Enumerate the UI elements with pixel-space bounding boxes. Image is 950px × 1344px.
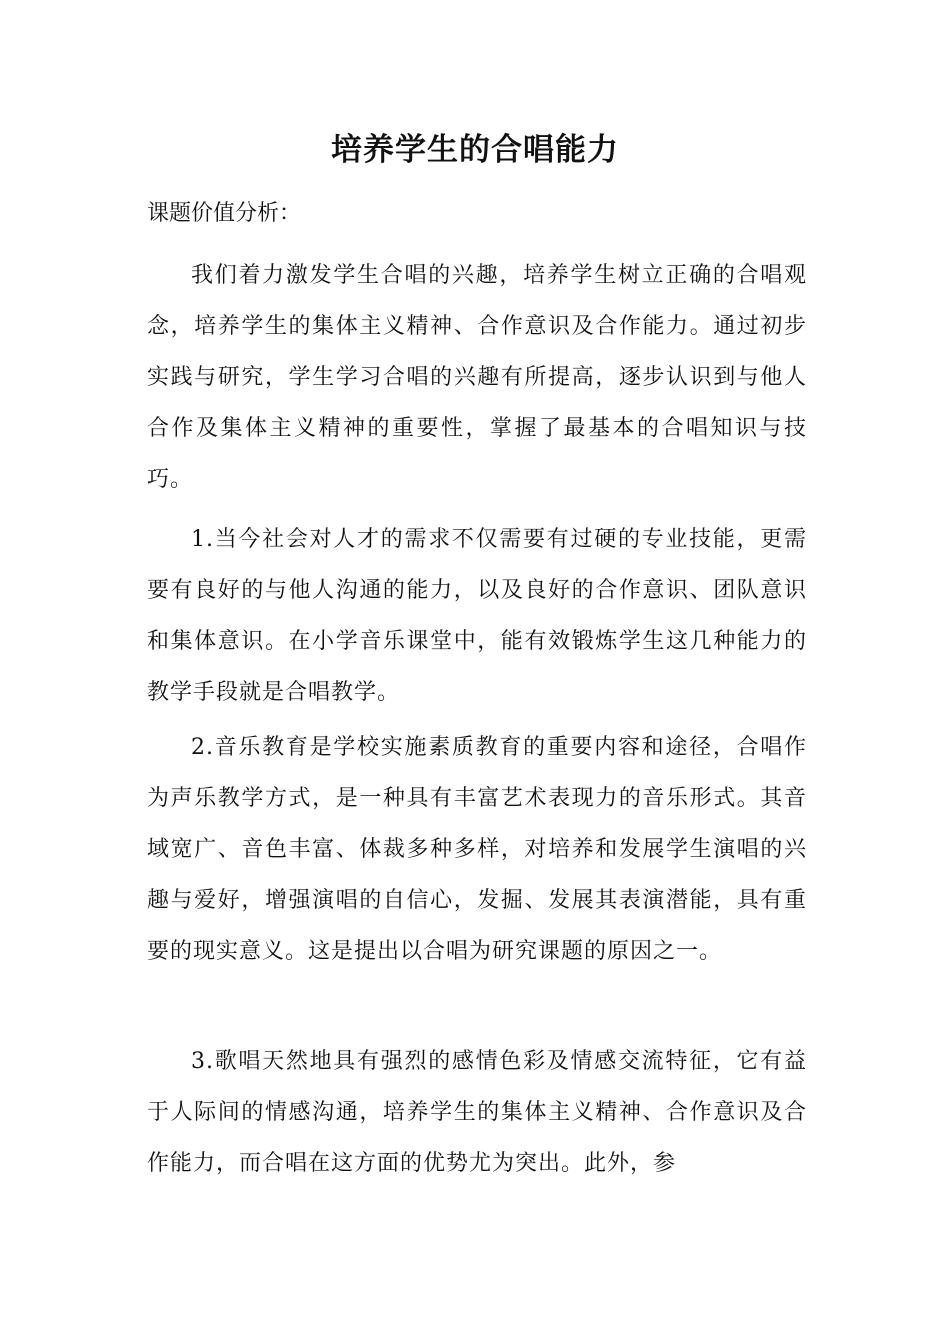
paragraph-point-2: 2.音乐教育是学校实施素质教育的重要内容和途径，合唱作为声乐教学方式，是一种具有丰富艺术表现力的音乐形式。其音域宽广、音色丰富、体裁多种多样，对培养和发展学生演唱的兴趣与爱好，增强演唱的自信心，发掘、发展其表演潜能，具有重要的现实意义。这是提出以合唱为研究课题的原因之一。 [147, 735, 807, 964]
document-title: 培养学生的合唱能力 [331, 132, 619, 168]
paragraph-intro: 我们着力激发学生合唱的兴趣，培养学生树立正确的合唱观念，培养学生的集体主义精神、合作意识及合作能力。通过初步实践与研究，学生学习合唱的兴趣有所提高，逐步认识到与他人合作及集体主义精神的重要性，掌握了最基本的合唱知识与技巧。 [147, 263, 807, 492]
paragraph-point-3: 3.歌唱天然地具有强烈的感情色彩及情感交流特征，它有益于人际间的情感沟通，培养学生的集体主义精神、合作意识及合作能力，而合唱在这方面的优势尤为突出。此外，参 [147, 1049, 807, 1176]
paragraph-point-1: 1.当今社会对人才的需求不仅需要有过硬的专业技能，更需要有良好的与他人沟通的能力，以及良好的合作意识、团队意识和集体意识。在小学音乐课堂中，能有效锻炼学生这几种能力的教学手段就是合唱教学。 [147, 527, 807, 705]
section-heading: 课题价值分析： [147, 201, 302, 226]
